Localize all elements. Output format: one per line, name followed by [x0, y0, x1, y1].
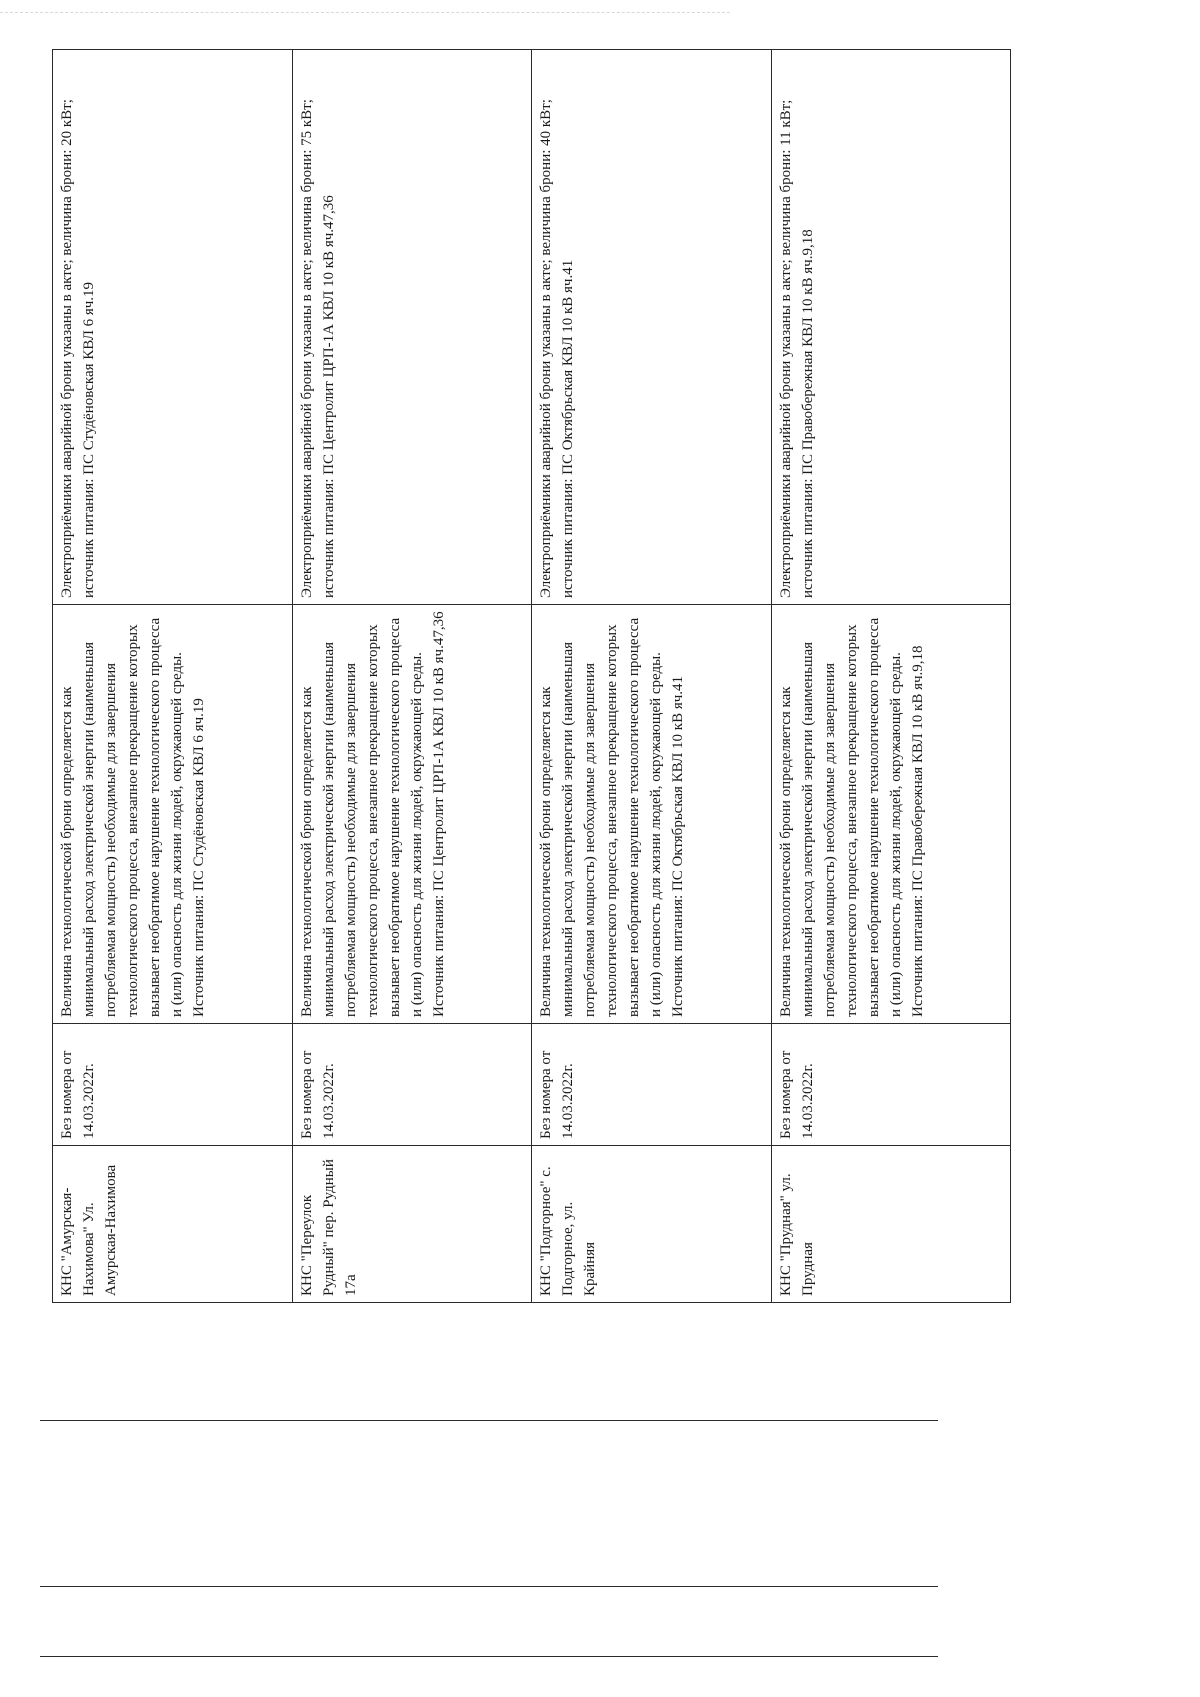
- document-ref: Без номера от 14.03.2022г.: [777, 1050, 816, 1139]
- emergency-reserve-text: Электроприёмники аварийной брони указаны в акте; величина брони: 40 кВт; источник питания: ПС Октябрьская КВЛ 10 кВ яч.41: [538, 99, 576, 598]
- document-ref: Без номера от 14.03.2022г.: [59, 1050, 97, 1139]
- object-cell: [771, 1146, 1011, 1303]
- table-row: [292, 50, 532, 1303]
- signature-line: [40, 1420, 938, 1421]
- document-cell: [53, 1024, 293, 1146]
- table-row: [771, 50, 1011, 1303]
- object-cell: [53, 1146, 293, 1303]
- document-cell: [292, 1024, 532, 1146]
- technological-cell: [53, 605, 293, 1024]
- emergency-reserve-text: Электроприёмники аварийной брони указаны в акте; величина брони: 75 кВт; источник питания: ПС Центролит ЦРП-1А КВЛ 10 кВ яч.47,36: [298, 99, 337, 598]
- reservation-table: [52, 49, 1011, 1303]
- object-name: КНС "Амурская-Нахимова" Ул. Амурская-Нахимова: [59, 1164, 119, 1296]
- emergency-cell: [532, 50, 772, 605]
- rotated-table-wrapper: [52, 50, 1011, 1303]
- technological-reserve-text: Величина технологической брони определяется как минимальный расход электрической энергии (наименьшая потребляемая мощность) необходимые для завершения технологического процесса, внезапное прекращение которых вызывает необратимое нарушение технологического процесса и (или) опасность для жизни людей, окружающей среды. Источник питания: ПС Студёновская КВЛ 6 яч.19: [59, 617, 207, 1017]
- emergency-reserve-text: Электроприёмники аварийной брони указаны в акте; величина брони: 20 кВт; источник питания: ПС Студёновская КВЛ 6 яч.19: [59, 99, 97, 598]
- signature-line: [40, 1586, 938, 1587]
- document-cell: [771, 1024, 1011, 1146]
- emergency-cell: [53, 50, 293, 605]
- emergency-reserve-text: Электроприёмники аварийной брони указаны в акте; величина брони: 11 кВт; источник питания: ПС Правобережная КВЛ 10 кВ яч.9,18: [777, 99, 816, 598]
- technological-reserve-text: Величина технологической брони определяется как минимальный расход электрической энергии (наименьшая потребляемая мощность) необходимые для завершения технологического процесса, внезапное прекращение которых вызывает необратимое нарушение технологического процесса и (или) опасность для жизни людей, окружающей среды. Источник питания: ПС Правобережная КВЛ 10 кВ яч.9,18: [777, 617, 926, 1017]
- scan-edge-line: [0, 12, 730, 13]
- table-row: [53, 50, 293, 1303]
- object-name: КНС "Прудная" ул. Прудная: [777, 1173, 816, 1296]
- object-name: КНС "Переулок Рудный" пер. Рудный 17а: [298, 1159, 359, 1296]
- document-cell: [532, 1024, 772, 1146]
- technological-reserve-text: Величина технологической брони определяется как минимальный расход электрической энергии (наименьшая потребляемая мощность) необходимые для завершения технологического процесса, внезапное прекращение которых вызывает необратимое нарушение технологического процесса и (или) опасность для жизни людей, окружающей среды. Источник питания: ПС Октябрьская КВЛ 10 кВ яч.41: [538, 617, 686, 1017]
- technological-cell: [771, 605, 1011, 1024]
- object-cell: [292, 1146, 532, 1303]
- object-name: КНС "Подгорное" с. Подгорное, ул. Крайняя: [538, 1166, 598, 1296]
- technological-cell: [532, 605, 772, 1024]
- table-row: [532, 50, 772, 1303]
- emergency-cell: [771, 50, 1011, 605]
- signature-line: [40, 1656, 938, 1657]
- object-cell: [532, 1146, 772, 1303]
- document-ref: Без номера от 14.03.2022г.: [298, 1050, 337, 1139]
- technological-reserve-text: Величина технологической брони определяется как минимальный расход электрической энергии (наименьшая потребляемая мощность) необходимые для завершения технологического процесса, внезапное прекращение которых вызывает необратимое нарушение технологического процесса и (или) опасность для жизни людей, окружающей среды. Источник питания: ПС Центролит ЦРП-1А КВЛ 10 кВ яч.47,36: [298, 611, 447, 1017]
- technological-cell: [292, 605, 532, 1024]
- emergency-cell: [292, 50, 532, 605]
- document-ref: Без номера от 14.03.2022г.: [538, 1050, 576, 1139]
